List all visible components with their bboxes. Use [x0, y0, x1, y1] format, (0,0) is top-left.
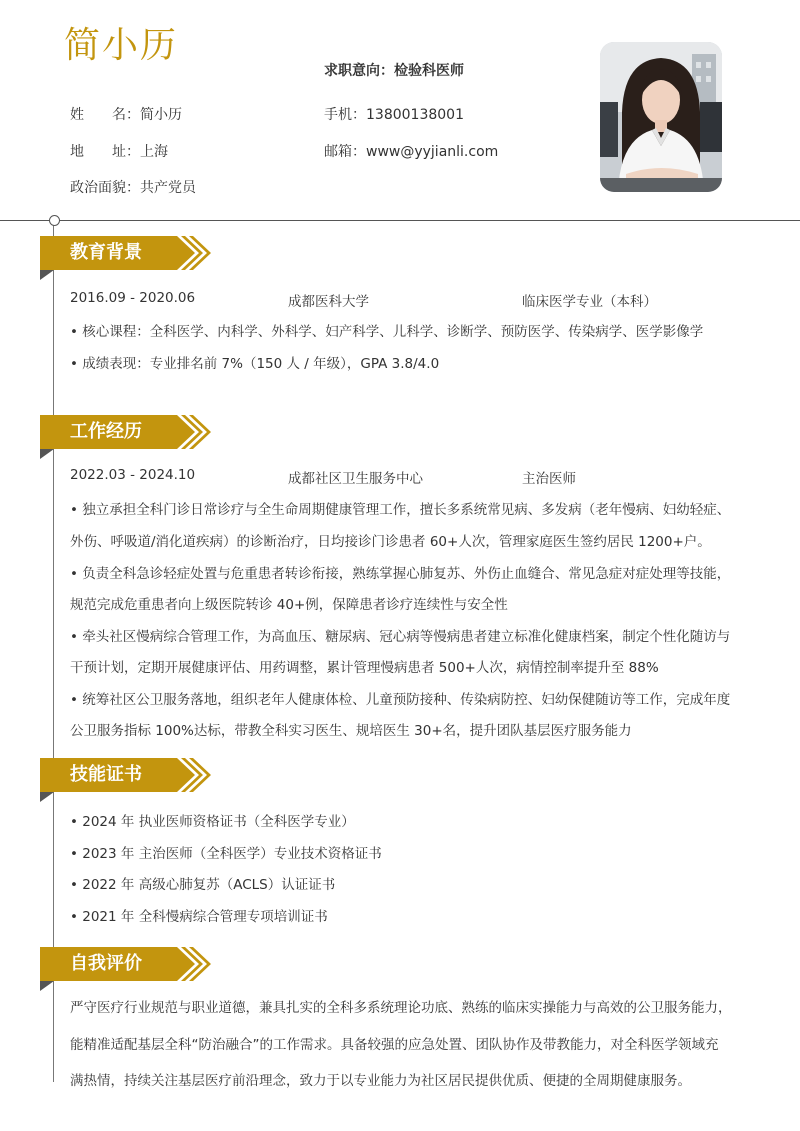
- work-line: • 牵头社区慢病综合管理工作，为高血压、糖尿病、冠心病等慢病患者建立标准化健康档案，制定个性化随访与: [70, 629, 731, 645]
- address-value: 上海: [140, 144, 168, 160]
- certificate-item: • 2024 年 执业医师资格证书（全科医学专业）: [70, 814, 355, 830]
- work-title: 工作经历: [70, 421, 142, 442]
- name-field: [70, 104, 182, 124]
- skills-stripes: [168, 758, 212, 792]
- header-divider: [0, 220, 800, 221]
- skills-title: 技能证书: [70, 764, 142, 785]
- resume-name: 简小历: [64, 25, 179, 66]
- name-value: 简小历: [140, 107, 182, 123]
- self-stripes: [168, 947, 212, 981]
- work-line: • 负责全科急诊轻症处置与危重患者转诊衔接，熟练掌握心肺复苏、外伤止血缝合、常见急症对症处理等技能，: [70, 566, 731, 582]
- political-value: 共产党员: [140, 180, 196, 196]
- profile-photo: [600, 42, 722, 192]
- address-label: 地 址：: [70, 144, 140, 160]
- timeline-dot: [49, 215, 60, 226]
- work-role: 主治医师: [522, 471, 576, 487]
- self-line: 严守医疗行业规范与职业道德，兼具扎实的全科多系统理论功底、熟练的临床实操能力与高效的公卫服务能力，: [70, 1000, 732, 1016]
- education-ranking: • 成绩表现：专业排名前 7%（150 人 / 年级），GPA 3.8/4.0: [70, 356, 440, 372]
- work-date: 2022.03 - 2024.10: [70, 467, 196, 483]
- self-line: 满热情，持续关注基层医疗前沿理念，致力于以专业能力为社区居民提供优质、便捷的全周期健康服务。: [70, 1073, 691, 1089]
- education-courses: • 核心课程：全科医学、内科学、外科学、妇产科学、儿科学、诊断学、预防医学、传染病学、医学影像学: [70, 324, 704, 340]
- skills-header-fold: [40, 792, 54, 802]
- phone-field: 手机：13800138001: [324, 107, 464, 123]
- work-line: 干预计划，定期开展健康评估、用药调整，累计管理慢病患者 500+人次，病情控制率提升至 88%: [70, 660, 659, 676]
- self-header-fold: [40, 981, 54, 991]
- work-line: • 统筹社区公卫服务落地，组织老年人健康体检、儿童预防接种、传染病防控、妇幼保健随访等工作，完成年度: [70, 692, 731, 708]
- political-label: 政治面貌：: [70, 180, 140, 196]
- work-line: • 独立承担全科门诊日常诊疗与全生命周期健康管理工作，擅长多系统常见病、多发病（老年慢病、妇幼轻症、: [70, 502, 731, 518]
- name-label: 姓 名：: [70, 107, 140, 123]
- education-date: 2016.09 - 2020.06: [70, 290, 196, 306]
- self-title: 自我评价: [70, 953, 142, 974]
- work-line: 外伤、呼吸道/消化道疾病）的诊断治疗，日均接诊门诊患者 60+人次，管理家庭医生签约居民 1200+户。: [70, 534, 711, 550]
- work-line: 规范完成危重患者向上级医院转诊 40+例，保障患者诊疗连续性与安全性: [70, 597, 508, 613]
- work-stripes: [168, 415, 212, 449]
- education-header-fold: [40, 270, 54, 280]
- education-school: 成都医科大学: [288, 294, 369, 310]
- certificate-item: • 2023 年 主治医师（全科医学）专业技术资格证书: [70, 846, 382, 862]
- education-stripes: [168, 236, 212, 270]
- self-line: 能精准适配基层全科“防治融合”的工作需求。具备较强的应急处置、团队协作及带教能力，对全科医学领域充: [70, 1037, 719, 1053]
- email-field: 邮箱：www@yyjianli.com: [324, 144, 499, 160]
- education-major: 临床医学专业（本科）: [522, 294, 657, 310]
- job-intent: 求职意向：检验科医师: [324, 63, 464, 79]
- certificate-item: • 2022 年 高级心肺复苏（ACLS）认证证书: [70, 877, 336, 893]
- work-org: 成都社区卫生服务中心: [288, 471, 423, 487]
- work-header-fold: [40, 449, 54, 459]
- political-field: [70, 177, 196, 197]
- work-line: 公卫服务指标 100%达标，带教全科实习医生、规培医生 30+名，提升团队基层医疗服务能力: [70, 723, 632, 739]
- address-field: [70, 141, 168, 161]
- education-title: 教育背景: [70, 242, 142, 263]
- certificate-item: • 2021 年 全科慢病综合管理专项培训证书: [70, 909, 328, 925]
